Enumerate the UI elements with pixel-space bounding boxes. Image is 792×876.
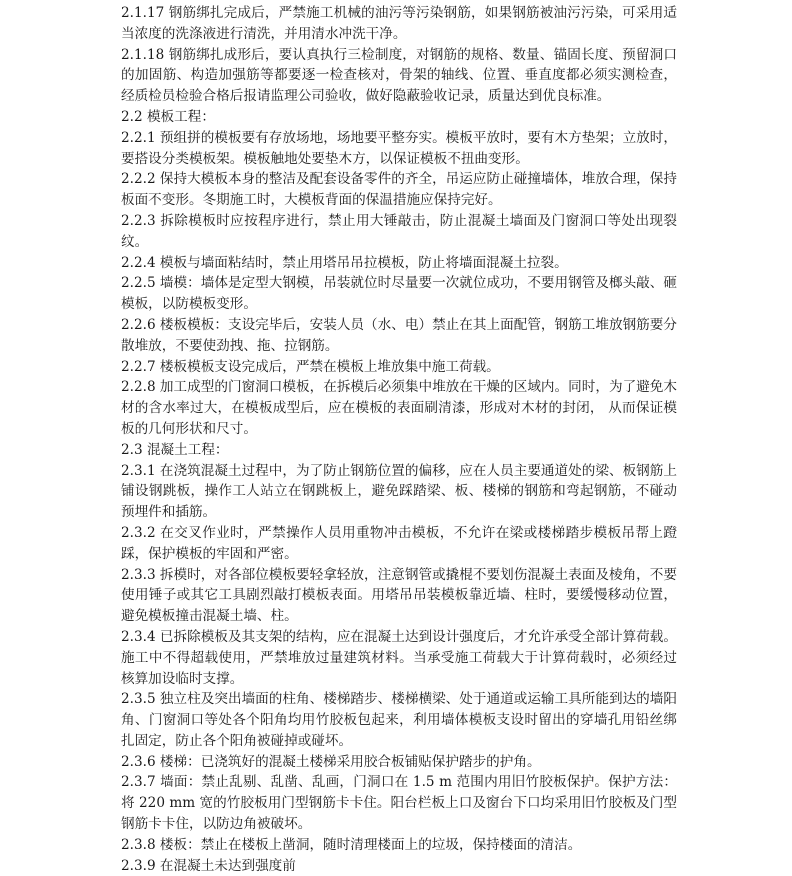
clause-2-3-1: 2.3.1 在浇筑混凝土过程中，为了防止钢筋位置的偏移，应在人员主要通道处的梁、板钢筋上铺设钢跳板，操作工人站立在钢跳板上，避免踩踏梁、板、楼梯的钢筋和弯起钢筋，不碰动预埋件和插筋。	[121, 462, 677, 521]
clause-2-2-6: 2.2.6 楼板模板：支设完毕后，安装人员（水、电）禁止在其上面配管，钢筋工堆放钢筋要分散堆放，不要使劲拽、拖、拉钢筋。	[121, 316, 677, 354]
partial-cut-off-line	[121, 856, 677, 874]
clause-2-3-9-partial: 2.3.9 在混凝土未达到强度前	[121, 857, 296, 874]
clause-2-2-2: 2.2.2 保持大模板本身的整洁及配套设备零件的齐全，吊运应防止碰撞墙体，堆放合理，保持板面不变形。冬期施工时，大模板背面的保温措施应保持完好。	[121, 171, 677, 209]
clause-2-2-7: 2.2.7 楼板模板支设完成后，严禁在模板上堆放集中施工荷载。	[121, 358, 500, 375]
clause-2-2-4: 2.2.4 模板与墙面粘结时，禁止用塔吊吊拉模板，防止将墙面混凝土拉裂。	[121, 254, 568, 271]
section-2-3-heading: 2.3 混凝土工程：	[121, 441, 229, 458]
clause-2-2-1: 2.2.1 预组拼的模板要有存放场地，场地要平整夯实。模板平放时，要有木方垫架；立放时，要搭设分类模板架。模板触地处要垫木方，以保证模板不扭曲变形。	[121, 129, 677, 167]
clause-2-2-3: 2.2.3 拆除模板时应按程序进行，禁止用大锤敲击，防止混凝土墙面及门窗洞口等处出现裂纹。	[121, 212, 677, 250]
clause-2-3-4: 2.3.4 已拆除模板及其支架的结构，应在混凝土达到设计强度后，才允许承受全部计算荷载。施工中不得超载使用，严禁堆放过量建筑材料。当承受施工荷载大于计算荷载时，必须经过核算加设临时支撑。	[121, 628, 677, 687]
document-body	[121, 3, 677, 874]
clause-2-3-8: 2.3.8 楼板：禁止在楼板上凿洞，随时清理楼面上的垃圾，保持楼面的清洁。	[121, 836, 582, 853]
clause-2-3-7: 2.3.7 墙面：禁止乱剔、乱凿、乱画，门洞口在 1.5 m 范围内用旧竹胶板保护。保护方法：将 220 mm 宽的竹胶板用门型钢筋卡卡住。阳台栏板上口及窗台下口均采用旧竹胶板及门型钢筋卡卡住，以防边角被破坏。	[121, 774, 677, 833]
clause-2-1-18: 2.1.18 钢筋绑扎成形后，要认真执行三检制度，对钢筋的规格、数量、锚固长度、预留洞口的加固筋、构造加强筋等都要逐一检查核对，骨架的轴线、位置、垂直度都必须实测检查，经质检员检验合格后报请监理公司验收，做好隐蔽验收记录，质量达到优良标准。	[121, 46, 677, 105]
clause-2-2-8: 2.2.8 加工成型的门窗洞口模板，在拆模后必须集中堆放在干燥的区域内。同时，为了避免木材的含水率过大，在模板成型后，应在模板的表面刷清漆，形成对木材的封闭， 从而保证模板的几何形状和尺寸。	[121, 379, 677, 437]
clause-2-3-3: 2.3.3 拆模时，对各部位模板要轻拿轻放，注意钢管或撬棍不要划伤混凝土表面及棱角，不要使用锤子或其它工具剧烈敲打模板表面。用塔吊吊装模板靠近墙、柱时，要缓慢移动位置，避免模板撞击混凝土墙、柱。	[121, 566, 677, 625]
clause-2-3-5: 2.3.5 独立柱及突出墙面的柱角、楼梯踏步、楼梯横梁、处于通道或运输工具所能到达的墙阳角、门窗洞口等处各个阳角均用竹胶板包起来，利用墙体模板支设时留出的穿墙孔用铅丝绑扎固定，防止各个阳角被碰掉或碰坏。	[121, 691, 677, 749]
section-2-2-heading: 2.2 模板工程：	[121, 108, 215, 125]
clause-2-1-17: 2.1.17 钢筋绑扎完成后，严禁施工机械的油污等污染钢筋，如果钢筋被油污污染，可采用适当浓度的洗涤液进行清洗，并用清水冲洗干净。	[121, 5, 677, 42]
clause-2-2-5: 2.2.5 墙模：墙体是定型大钢模，吊装就位时尽量要一次就位成功，不要用钢管及榔头敲、砸模板，以防模板变形。	[121, 275, 677, 313]
clause-2-3-2: 2.3.2 在交叉作业时，严禁操作人员用重物冲击模板，不允许在梁或楼梯踏步模板吊帮上蹬踩，保护模板的牢固和严密。	[121, 524, 677, 562]
clause-2-3-6: 2.3.6 楼梯：已浇筑好的混凝土楼梯采用胶合板铺贴保护踏步的护角。	[121, 753, 541, 770]
